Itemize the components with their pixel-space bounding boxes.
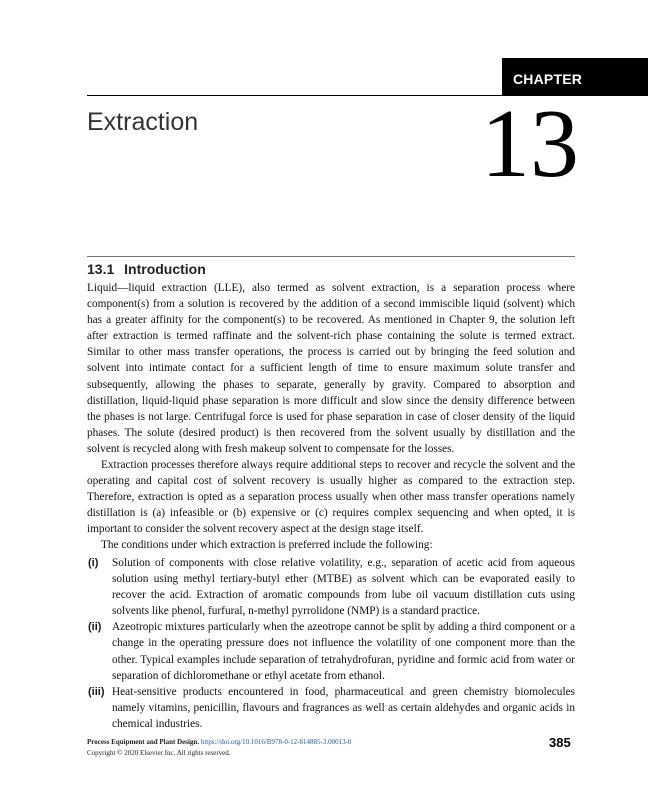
section-title: Introduction — [124, 261, 206, 277]
section-heading — [87, 261, 206, 277]
list-item — [87, 555, 575, 619]
list-item-text: Azeotropic mixtures particularly when the azeotrope cannot be split by adding a third component or a change in the operating pressure does not influence the volatility of one component more than the other. Typical examples include separation of tetrahydrofuran, pyridine and formic acid from water or separation of dichloromethane or ethyl acetate from ethanol. — [112, 621, 575, 682]
intro-paragraph-1: Liquid—liquid extraction (LLE), also termed as solvent extraction, is a separation process where component(s) from a solution is recovered by the addition of a second immiscible liquid (solvent) which has a greater affinity for the component(s) to be recovered. As mentioned in Chapter 9, the solution left after extraction is termed raffinate and the solvent-rich phase containing the solute is termed extract. Similar to other mass transfer operations, the process is carried out by bringing the feed solution and solvent into intimate contact for a sufficient length of time to ensure maximum solute transfer and subsequently, allowing the phases to separate, generally by gravity. Compared to absorption and distillation, liquid-liquid phase separation is more difficult and slow since the density difference between the phases is not large. Centrifugal force is used for phase separation in case of closer density of the liquid phases. The solute (desired product) is then recovered from the solvent usually by distillation and the solvent is recycled along with fresh makeup solvent to compensate for the losses. — [87, 282, 575, 455]
list-item-text: Heat-sensitive products encountered in food, pharmaceutical and green chemistry biomolecules namely vitamins, penicillin, flavours and fragrances as well as certain aldehydes and organic acids in chemical industries. — [112, 685, 575, 730]
conditions-intro: The conditions under which extraction is preferred include the following: — [101, 539, 433, 551]
conditions-list — [87, 555, 575, 732]
page-number: 385 — [549, 735, 571, 750]
footer-doi-link[interactable]: https://doi.org/10.1016/B978-0-12-814885-3.00013-0 — [200, 738, 352, 746]
list-item — [87, 684, 575, 732]
chapter-label: CHAPTER — [513, 71, 583, 87]
intro-paragraph-2: Extraction processes therefore always require additional steps to recover and recycle the solvent and the operating and capital cost of solvent recovery is usually higher as compared to the extraction step. Therefore, extraction is opted as a separation process usually when other mass transfer operations namely distillation is (a) infeasible or (b) expensive or (c) requires complex sequencing and when opted, it is important to consider the solvent recovery aspect at the design stage itself. — [87, 459, 575, 536]
list-item — [87, 619, 575, 683]
chapter-number: 13 — [481, 90, 579, 198]
chapter-title: Extraction — [87, 108, 199, 136]
list-marker: (iii) — [88, 685, 105, 698]
list-marker: (ii) — [88, 621, 102, 634]
footer-citation — [87, 737, 351, 759]
list-item-text: Solution of components with close relative volatility, e.g., separation of acetic acid from aqueous solution using methyl tertiary-butyl ether (MTBE) as solvent which can be evaporated easily to recover the acid. Extraction of aromatic compounds from lube oil vacuum distillation cuts using solvents like phenol, furfural, n-methyl pyrrolidone (NMP) is a standard practice. — [112, 557, 575, 618]
footer-book-title: Process Equipment and Plant Design. — [87, 738, 200, 746]
list-marker: (i) — [88, 557, 99, 569]
section-rule — [87, 256, 575, 257]
section-number: 13.1 — [87, 261, 115, 277]
footer-copyright: Copyright © 2020 Elsevier Inc. All rights reserved. — [87, 749, 231, 757]
